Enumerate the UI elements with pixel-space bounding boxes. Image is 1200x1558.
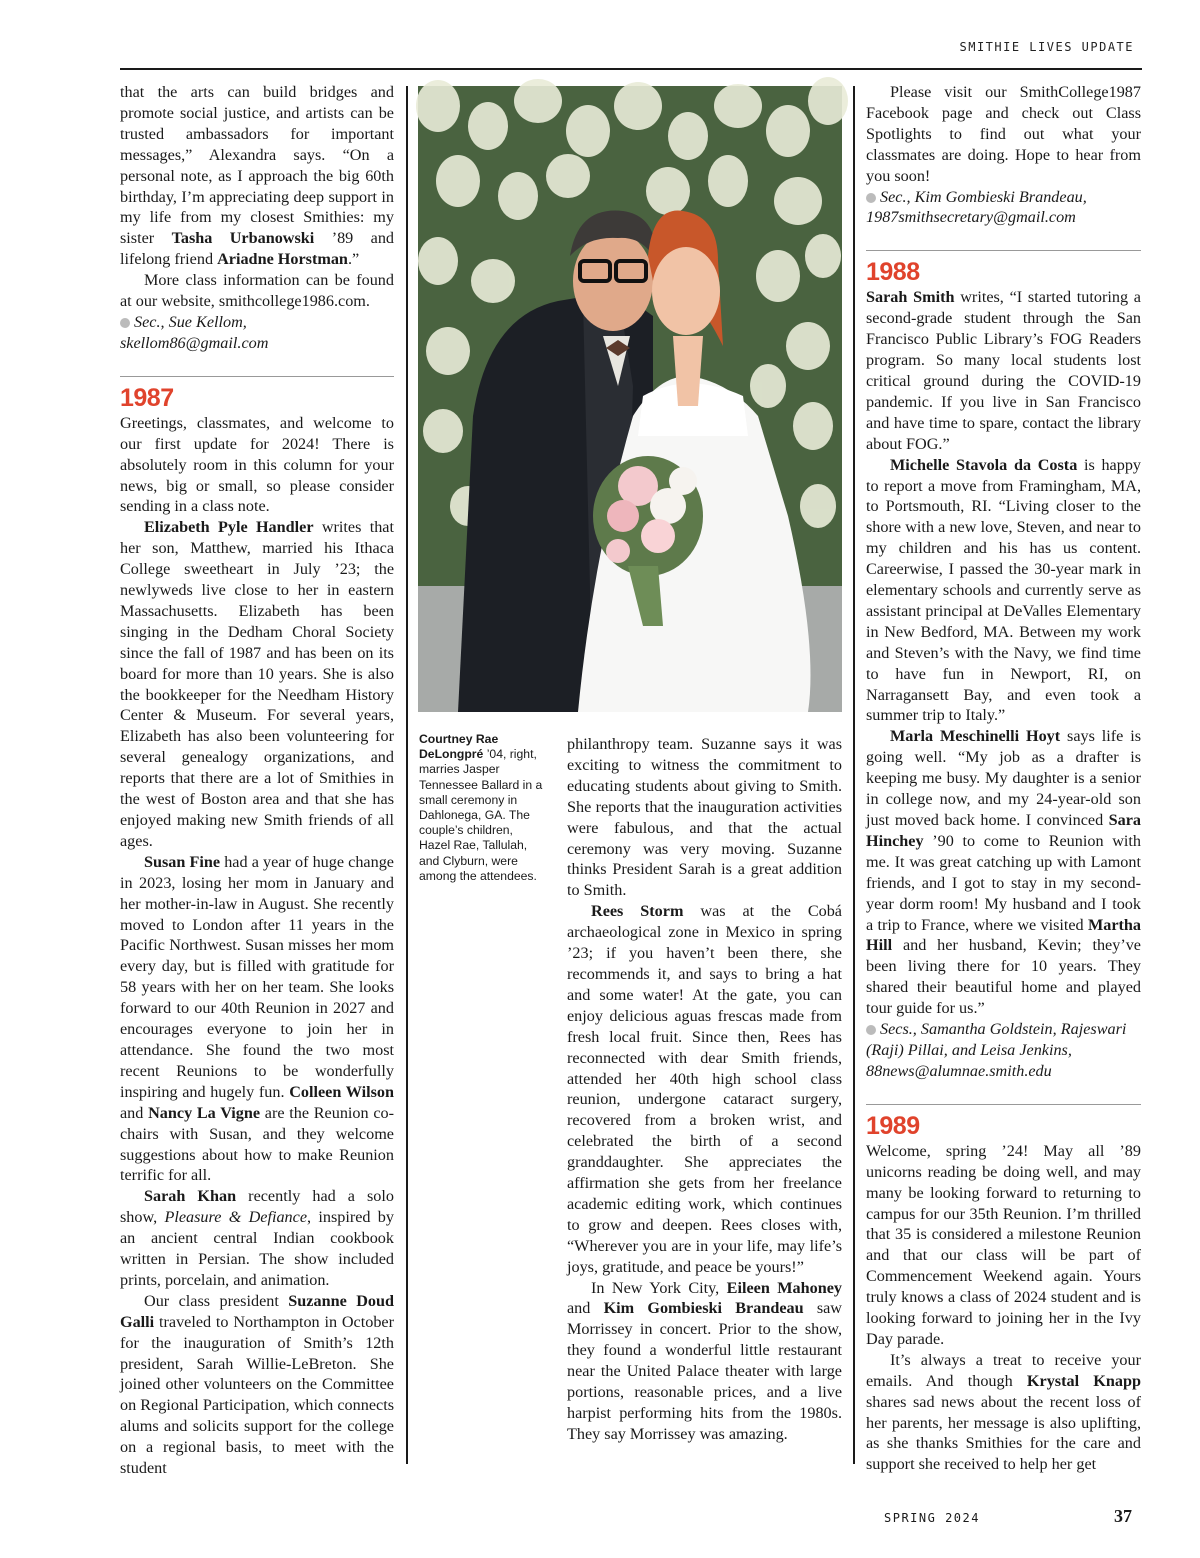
photo-caption: Courtney Rae DeLongpré ’04, right, marries Jasper Tennessee Ballard in a small ceremony in Dahlonega, GA. The couple’s children, Hazel Rae, Tallulah, and Clyburn, were among the attendees. [419, 732, 543, 883]
year-heading-1989: 1989 [866, 1111, 920, 1140]
paragraph: Welcome, spring ’24! May all ’89 unicorns reading be doing well, and may many be looking forward to returning to campus for our 35th Reunion. I’m thrilled that 35 is considered a milestone Reunion and that our class will be part of Commencement Weekend again. Yours truly knows a class of 2024 student and is looking forward to joining her in the Ivy Day parade. [866, 1141, 1141, 1348]
bullet-icon [866, 193, 876, 203]
paragraph: Greetings, classmates, and welcome to our first update for 2024! There is absolutely room in this column for your news, big or small, so please consider sending in a class note. [120, 413, 394, 516]
paragraph: Rees Storm was at the Cobá archaeological zone in Mexico in spring ’23; if you haven’t been there, she recommends it, and says to bring a hat and some water! At the gate, you can enjoy delicious aguas frescas made from fresh local fruit. Since then, Rees has reconnected with dear Smith friends, attended her 40th high school class reunion, undergone cataract surgery, recovered from a broken wrist, and celebrated the birth of a second granddaughter. She appreciates the affirmation she gets from her freelance academic editing work, which continues to grow and deepen. Rees closes with, “Wherever you are in your life, may life’s joys, gratitude, and peace be yours!” [567, 902, 842, 1276]
paragraph: Sarah Khan recently had a solo show, Pleasure & Defiance, inspired by an ancient central Indian cookbook written in Persian. The show included prints, porcelain, and animation. [120, 1187, 394, 1289]
section-divider [120, 376, 394, 377]
bullet-icon [866, 1025, 876, 1035]
wedding-photo [418, 86, 842, 712]
column-rule-right [853, 86, 855, 1464]
column-1 [120, 82, 395, 1478]
paragraph: Please visit our SmithCollege1987 Facebook page and check out Class Spotlights to find out what your classmates are doing. Hope to hear from you soon! [866, 83, 1141, 185]
paragraph: It’s always a treat to receive your emails. And though Krystal Knapp shares sad news about the recent loss of her parents, her message is also uplifting, as she thanks Smithies for the care and support she received to help her get [866, 1350, 1141, 1474]
year-heading-1987: 1987 [120, 383, 174, 412]
section-divider [866, 250, 1141, 251]
paragraph: Susan Fine had a year of huge change in 2023, losing her mom in January and her mother-in-law in August. She recently moved to London after 11 years in the Pacific Northwest. Susan misses her mom every day, but is filled with gratitude for 58 years with her on her team. She looks forward to our 40th Reunion in 2027 and encourages everyone to join her in attendance. She found the two most recent Reunions to be wonderfully inspiring and hugely fun. Colleen Wilson and Nancy La Vigne are the Reunion co-chairs with Susan, and they welcome suggestions about how to make Reunion terrific for all. [120, 852, 394, 1185]
section-divider [866, 1104, 1141, 1105]
paragraph: In New York City, Eileen Mahoney and Kim Gombieski Brandeau saw Morrissey in concert. Prior to the show, they found a wonderful little restaurant near the United Palace theater with large portions, reasonable prices, and a live harpist performing hits from the 1980s. They say Morrissey was amazing. [567, 1278, 842, 1443]
bullet-icon [120, 318, 130, 328]
paragraph: Sarah Smith writes, “I started tutoring a second-grade student through the San Francisco Public Library’s FOG Readers program. So many local students lost critical ground during the COVID-19 pandemic. If you live in San Francisco and have time to spare, contact the library about FOG.” [866, 288, 1141, 453]
column-rule-left [406, 86, 408, 1464]
paragraph: Marla Meschinelli Hoyt says life is going well. “My job as a drafter is keeping me busy. My daughter is a senior in college now, and my 24-year-old son just moved back home. I convinced Sara Hinchey ’90 to come to Reunion with me. It was great catching up with Lamont friends, and I got to stay in my second-year dorm room! My husband and I took a trip to France, where we visited Martha Hill and her husband, Kevin; they’ve been living there for 10 years. They shared their beautiful home and played tour guide for us.” [866, 727, 1141, 1018]
paragraph: Michelle Stavola da Costa is happy to report a move from Framingham, MA, to Portsmouth, RI. “Living closer to the shore with a new love, Steven, and near to my children and his has us content. Careerwise, I passed the 30-year mark in elementary schools and currently serve as assistant principal at DeValles Elementary in New Bedford, MA. Between my work and Steven’s with the Navy, we find time to have fun in Newport, RI, on Narragansett Bay, and even took a summer trip to Italy.” [866, 455, 1142, 725]
paragraph: More class information can be found at our website, smithcollege1986.com. [120, 271, 394, 311]
top-rule [120, 68, 1142, 70]
column-4 [866, 82, 1142, 1474]
wedding-photo-illustration [418, 86, 842, 712]
paragraph: Our class president Suzanne Doud Galli traveled to Northampton in October for the inauguration of Smith’s 12th president, Sarah Willie-LeBreton. She joined other volunteers on the Committee on Regional Participation, which connects alums and solicits support for the college on a regional basis, to meet with the student [120, 1291, 394, 1478]
issue-date: SPRING 2024 [884, 1511, 980, 1525]
year-heading-1988: 1988 [866, 258, 920, 287]
running-head: SMITHIE LIVES UPDATE [959, 40, 1134, 54]
column-3 [567, 734, 842, 1464]
paragraph: Elizabeth Pyle Handler writes that her son, Matthew, married his Ithaca College sweetheart in July ’23; the newlyweds live close to her in eastern Massachusetts. Elizabeth has been singing in the Dedham Choral Society since the fall of 1987 and has been on its board for more than 10 years. She is also the bookkeeper for the Needham History Center & Museum. For several years, Elizabeth has also been volunteering for several genealogy organizations, and reports that there are a lot of Smithies in the west of Boston area and that she has enjoyed making new Smith friends of all ages. [120, 518, 394, 850]
secretary-credit-1986: Sec., Sue Kellom, skellom86@gmail.com [120, 312, 269, 352]
paragraph: philanthropy team. Suzanne says it was exciting to witness the commitment to educating students about giving to Smith. She reports that the inauguration activities were fabulous, and that the actual ceremony was very moving. Suzanne thinks President Sarah is a great addition to Smith. [567, 735, 842, 900]
secretary-credit-1987: Sec., Kim Gombieski Brandeau, 1987smithsecretary@gmail.com [866, 187, 1087, 227]
page-number: 37 [1114, 1506, 1132, 1526]
paragraph: that the arts can build bridges and promote social justice, and artists can be trusted ambassadors for important messages,” Alexandra says. “On a personal note, as I approach the big 60th birthday, I’m appreciating deep support in my life from my closest Smithies: my sister Tasha Urbanowski ’89 and lifelong friend Ariadne Horstman.” [120, 83, 395, 269]
secretary-credit-1988: Secs., Samantha Goldstein, Rajeswari (Raji) Pillai, and Leisa Jenkins, 88news@alumnae.smith.edu [866, 1020, 1127, 1080]
